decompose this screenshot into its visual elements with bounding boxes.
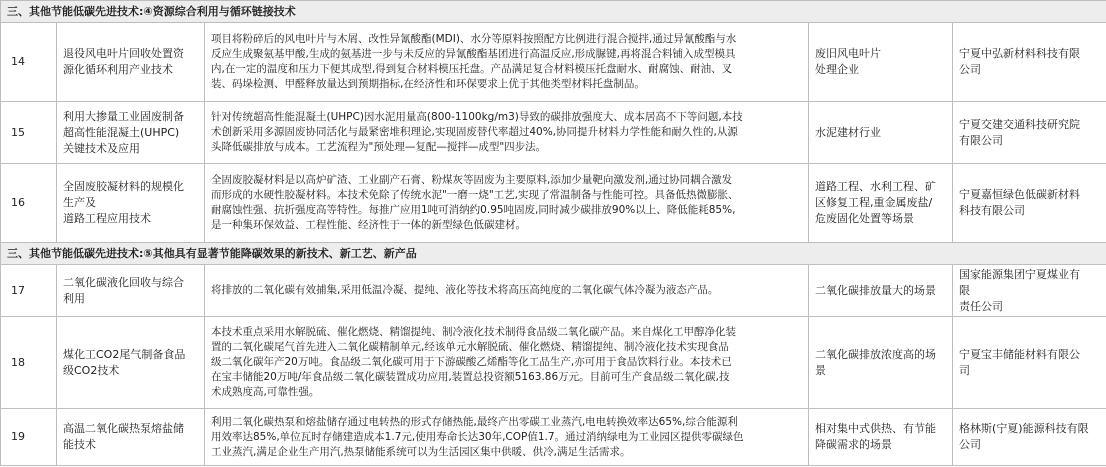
row-number: 19 bbox=[1, 409, 57, 466]
application-scene: 二氧化碳排放浓度高的场 景 bbox=[809, 317, 953, 409]
application-scene: 水泥建材行业 bbox=[809, 102, 953, 164]
table-row bbox=[1, 265, 1106, 317]
company-name: 宁夏交建交通科技研究院 有限公司 bbox=[953, 102, 1106, 164]
table-row bbox=[1, 409, 1106, 466]
section-header-row bbox=[1, 1, 1106, 23]
technology-description: 全固废胶凝材料是以高炉矿渣、工业副产石膏、粉煤灰等固废为主要原料,添加少量靶向激发剂,通过协同耦合激发 而形成的水硬性胶凝材料。本技术免除了传统水泥"一磨一烧"工艺,实现了常温制备与性能可控。具备低热微膨胀、 耐腐蚀性强、抗折强度高等特性。每推广应用1吨可消纳约0.95吨固废,同时减少碳排放90%以上、降低能耗85%, 是一种集环保效益、工程性能、经济性于一体的新型绿色低碳建材。 bbox=[205, 164, 809, 243]
technology-name: 二氧化碳液化回收与综合 利用 bbox=[57, 265, 205, 317]
row-number: 14 bbox=[1, 23, 57, 102]
company-name: 宁夏宝丰储能材料有限公 司 bbox=[953, 317, 1106, 409]
application-scene: 道路工程、水利工程、矿 区修复工程,重金属废盐/ 危废固化处置等场景 bbox=[809, 164, 953, 243]
technology-description: 项目将粉碎后的风电叶片与木屑、改性异氰酸酯(MDI)、水分等原料按照配方比例进行混合搅拌,通过异氰酸酯与水 反应生成聚氨基甲酸,生成的氨基进一步与未反应的异氰酸酯基团进行高温反应,形成脲键,再将混合料铺入成型模具 内,在一定的温度和压力下便其成型,得到复合材料模压托盘。产品满足复合材料模压托盘耐水、耐腐蚀、耐油、叉 装、码垛检测、甲醛释放量达到预期指标,在经济性和环保要求上优于其他类型材料托盘制品。 bbox=[205, 23, 809, 102]
row-number: 16 bbox=[1, 164, 57, 243]
company-name: 国家能源集团宁夏煤业有 限 责任公司 bbox=[953, 265, 1106, 317]
technology-name: 高温二氧化碳热泵熔盐储 能技术 bbox=[57, 409, 205, 466]
section-header-row bbox=[1, 243, 1106, 265]
table-row bbox=[1, 317, 1106, 409]
section-title: 三、其他节能低碳先进技术:④资源综合利用与循环链接技术 bbox=[1, 1, 1106, 23]
technology-name: 退役风电叶片回收处置资 源化循环利用产业技术 bbox=[57, 23, 205, 102]
application-scene: 废旧风电叶片 处理企业 bbox=[809, 23, 953, 102]
row-number: 17 bbox=[1, 265, 57, 317]
technology-name: 全固废胶凝材料的规模化 生产及 道路工程应用技术 bbox=[57, 164, 205, 243]
technology-description: 本技术重点采用水解脱硫、催化燃烧、精馏提纯、制冷液化技术制得食品级二氧化碳产品。来自煤化工甲醇净化装 置的二氧化碳尾气首先进入二氧化碳精制单元,经该单元水解脱硫、催化燃烧、精馏提纯、制冷液化技术实现食品 级二氧化碳年产20万吨。食品级二氧化碳可用于下游碳酸乙烯酯等化工品生产,亦可用于食品饮料行业。本技术已 在宝丰储能20万吨/年食品级二氧化碳装置成功应用,装置总投资额5163.86万元。目前可生产食品级二氧化碳,技 术成熟度高,可靠性强。 bbox=[205, 317, 809, 409]
company-name: 宁夏嘉恒绿色低碳新材料 科技有限公司 bbox=[953, 164, 1106, 243]
technology-description: 将排放的二氧化碳有效捕集,采用低温冷凝、提纯、液化等技术将高压高纯度的二氧化碳气体冷凝为液态产品。 bbox=[205, 265, 809, 317]
application-scene: 二氧化碳排放量大的场景 bbox=[809, 265, 953, 317]
section-title: 三、其他节能低碳先进技术:⑤其他具有显著节能降碳效果的新技术、新工艺、新产品 bbox=[1, 243, 1106, 265]
technology-description: 利用二氧化碳热泵和熔盐储存通过电转热的形式存储热能,最终产出零碳工业蒸汽,电电转换效率达65%,综合能源利 用效率达85%,单位瓦时存储建造成本1.7元,使用寿命长达30年,COP值1.7。通过消纳绿电为工业园区提供零碳绿色 工业蒸汽,满足企业生产用汽,热泵储能系统可以为生活园区集中供暖、供冷,满足生活需求。 bbox=[205, 409, 809, 466]
row-number: 15 bbox=[1, 102, 57, 164]
company-name: 宁夏中弘新材料科技有限 公司 bbox=[953, 23, 1106, 102]
company-name: 格林斯(宁夏)能源科技有限 公司 bbox=[953, 409, 1106, 466]
row-number: 18 bbox=[1, 317, 57, 409]
table-row bbox=[1, 164, 1106, 243]
table-row bbox=[1, 102, 1106, 164]
application-scene: 相对集中式供热、有节能 降碳需求的场景 bbox=[809, 409, 953, 466]
technology-name: 利用大掺量工业固废制备 超高性能混凝土(UHPC) 关键技术及应用 bbox=[57, 102, 205, 164]
table-row bbox=[1, 23, 1106, 102]
technology-name: 煤化工CO2尾气制备食品 级CO2技术 bbox=[57, 317, 205, 409]
technology-description: 针对传统超高性能混凝土(UHPC)因水泥用量高(800-1100kg/m3)导致的碳排放强度大、成本居高不下等问题,本技 术创新采用多源固废协同活化与最紧密堆积理论,实现固废替代率超过40%,协同提升材料力学性能和耐久性的,从源 头降低碳排放与成本。工艺流程为"预处理—复配—搅拌—成型"四步法。 bbox=[205, 102, 809, 164]
